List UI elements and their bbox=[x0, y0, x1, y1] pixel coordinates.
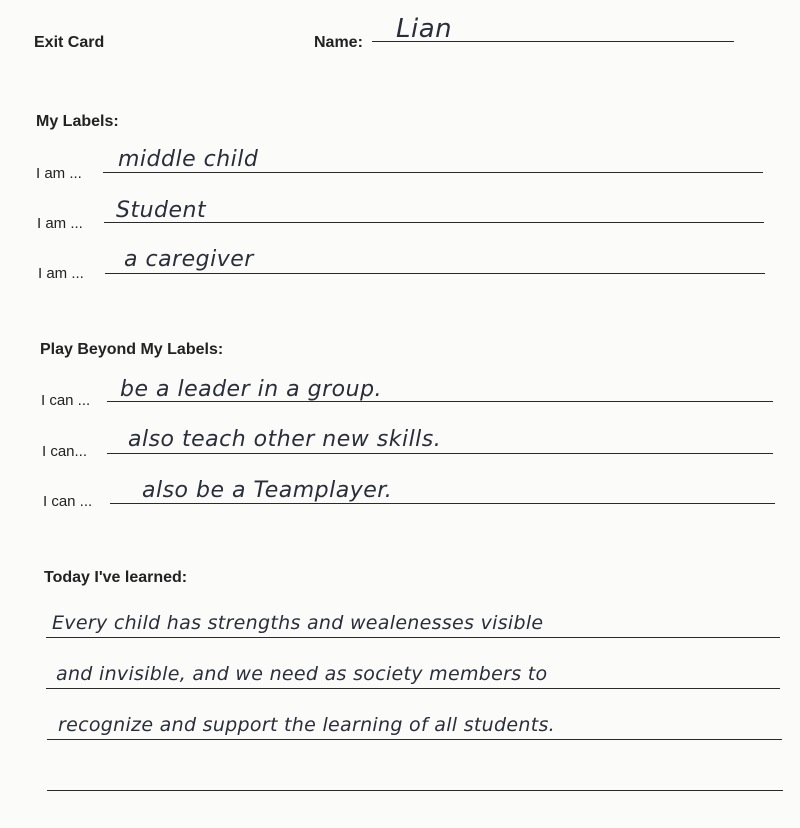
label-answer-1: middle child bbox=[118, 147, 259, 172]
beyond-prompt-2: I can... bbox=[42, 443, 88, 460]
label-prompt-2: I am ... bbox=[37, 215, 83, 232]
learned-line-4 bbox=[47, 790, 783, 791]
label-prompt-3: I am ... bbox=[38, 265, 84, 282]
learned-line-3 bbox=[47, 739, 782, 740]
label-answer-2: Student bbox=[116, 198, 207, 223]
label-answer-3: a caregiver bbox=[124, 247, 254, 272]
name-value: Lian bbox=[396, 14, 453, 44]
label-line-1 bbox=[103, 172, 763, 173]
label-line-3 bbox=[105, 273, 765, 274]
learned-text-3: recognize and support the learning of all students. bbox=[58, 714, 555, 736]
beyond-prompt-3: I can ... bbox=[43, 493, 93, 510]
label-prompt-1: I am ... bbox=[36, 165, 82, 182]
my-labels-heading: My Labels: bbox=[36, 113, 119, 130]
play-beyond-heading: Play Beyond My Labels: bbox=[40, 341, 224, 358]
learned-text-1: Every child has strengths and wealenesses visible bbox=[52, 612, 544, 634]
exit-card-title: Exit Card bbox=[34, 34, 105, 51]
learned-heading: Today I've learned: bbox=[44, 569, 188, 586]
beyond-prompt-1: I can ... bbox=[41, 392, 91, 409]
beyond-answer-2: also teach other new skills. bbox=[128, 427, 442, 452]
learned-line-2 bbox=[46, 688, 780, 689]
beyond-line-3 bbox=[110, 503, 775, 504]
beyond-line-2 bbox=[107, 453, 773, 454]
learned-line-1 bbox=[46, 637, 780, 638]
name-label: Name: bbox=[314, 34, 363, 51]
learned-text-2: and invisible, and we need as society members to bbox=[56, 663, 548, 685]
beyond-answer-1: be a leader in a group. bbox=[120, 377, 383, 402]
beyond-answer-3: also be a Teamplayer. bbox=[142, 478, 393, 503]
